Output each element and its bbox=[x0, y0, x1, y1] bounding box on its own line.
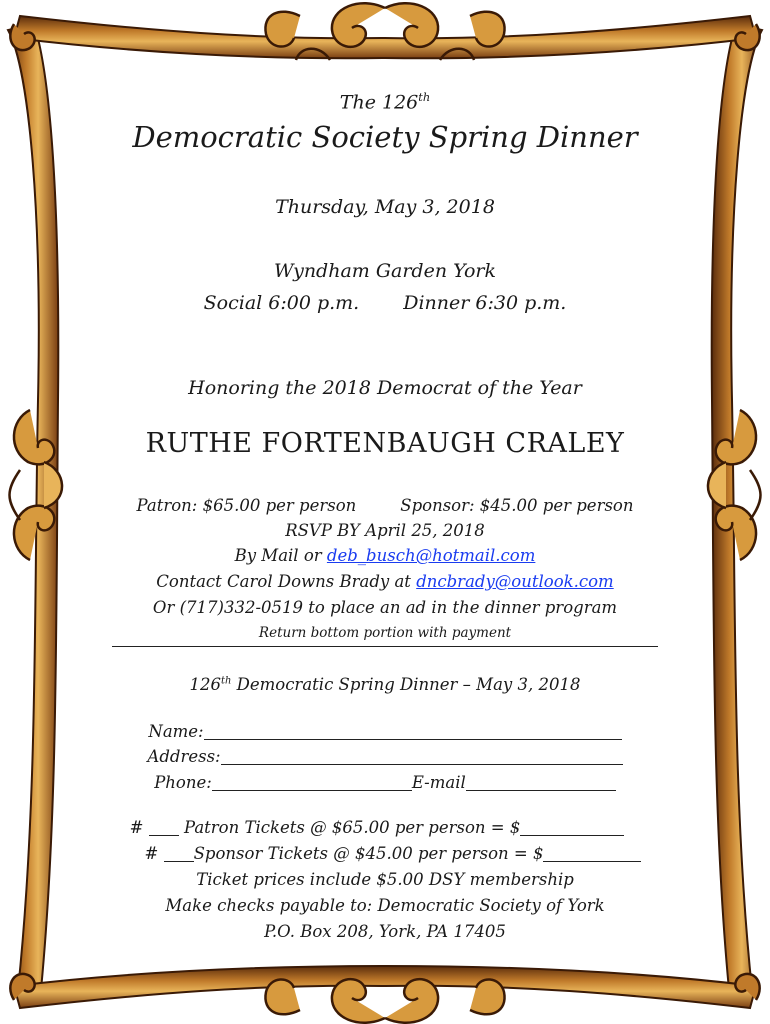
edition-prefix: The 126 bbox=[339, 91, 419, 114]
email-label: E-mail bbox=[411, 773, 466, 792]
social-time: Social 6:00 p.m. bbox=[203, 292, 360, 314]
ticket-prices bbox=[0, 496, 770, 515]
event-title: Democratic Society Spring Dinner bbox=[132, 120, 638, 154]
form-heading bbox=[0, 675, 770, 694]
contact-email-link[interactable]: dncbrady@outlook.com bbox=[416, 572, 614, 591]
rsvp-deadline: RSVP BY April 25, 2018 bbox=[285, 521, 485, 540]
phone-field[interactable] bbox=[212, 774, 412, 792]
patron-ticket-text: Patron Tickets @ $65.00 per person = $ bbox=[183, 818, 521, 837]
sponsor-ticket-row bbox=[8, 844, 770, 863]
edition-suffix: th bbox=[418, 90, 431, 104]
address-label: Address: bbox=[147, 747, 221, 766]
sponsor-price: Sponsor: $45.00 per person bbox=[400, 496, 634, 515]
sponsor-amount-field[interactable] bbox=[543, 845, 641, 863]
edition-line bbox=[0, 90, 770, 113]
email-field[interactable] bbox=[466, 774, 616, 792]
rsvp-email-link[interactable]: deb_busch@hotmail.com bbox=[326, 546, 536, 565]
mail-prefix: By Mail or bbox=[234, 546, 327, 565]
cut-line bbox=[112, 646, 658, 647]
honoree-name: RUTHE FORTENBAUGH CRALEY bbox=[145, 428, 625, 459]
patron-amount-field[interactable] bbox=[520, 819, 624, 837]
phone-email-row bbox=[0, 773, 770, 792]
sponsor-quantity-field[interactable] bbox=[164, 845, 194, 863]
form-heading-rest: Democratic Spring Dinner – May 3, 2018 bbox=[231, 675, 581, 694]
name-field[interactable] bbox=[204, 723, 622, 741]
return-note: Return bottom portion with payment bbox=[258, 625, 512, 641]
patron-quantity-field[interactable] bbox=[149, 819, 179, 837]
form-heading-prefix: 126 bbox=[189, 675, 222, 694]
patron-ticket-row bbox=[0, 818, 762, 837]
event-times bbox=[0, 292, 770, 314]
event-date: Thursday, May 3, 2018 bbox=[275, 196, 495, 218]
name-row bbox=[0, 722, 770, 741]
dinner-time: Dinner 6:30 p.m. bbox=[403, 292, 567, 314]
contact-line bbox=[0, 572, 770, 591]
address-field[interactable] bbox=[221, 748, 623, 766]
ad-line: Or (717)332-0519 to place an ad in the dinner program bbox=[152, 598, 618, 617]
patron-hash: # bbox=[129, 818, 144, 837]
name-label: Name: bbox=[148, 722, 204, 741]
membership-note: Ticket prices include $5.00 DSY membership bbox=[196, 870, 574, 889]
address-row bbox=[0, 747, 770, 766]
phone-label: Phone: bbox=[154, 773, 212, 792]
sponsor-hash: # bbox=[144, 844, 159, 863]
mail-line bbox=[0, 546, 770, 565]
form-heading-suffix: th bbox=[221, 675, 232, 687]
venue-name: Wyndham Garden York bbox=[273, 260, 497, 282]
honor-label: Honoring the 2018 Democrat of the Year bbox=[188, 377, 582, 399]
sponsor-ticket-text: Sponsor Tickets @ $45.00 per person = $ bbox=[193, 844, 544, 863]
patron-price: Patron: $65.00 per person bbox=[136, 496, 357, 515]
payable-to: Make checks payable to: Democratic Society of York bbox=[165, 896, 605, 915]
mailing-address: P.O. Box 208, York, PA 17405 bbox=[264, 922, 506, 941]
contact-prefix: Contact Carol Downs Brady at bbox=[156, 572, 417, 591]
